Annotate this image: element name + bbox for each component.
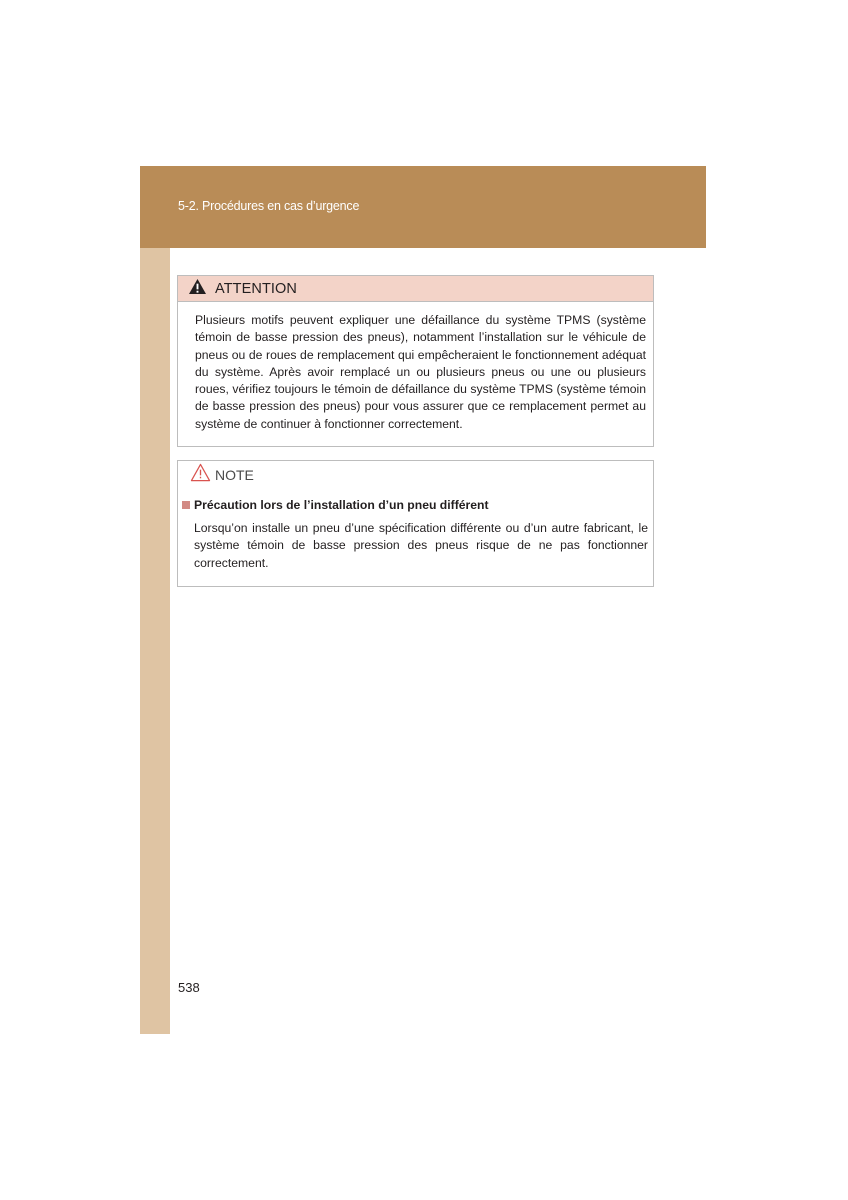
note-box bbox=[177, 460, 654, 587]
note-label: NOTE bbox=[215, 466, 254, 483]
note-subheading bbox=[178, 498, 653, 512]
note-header bbox=[178, 461, 653, 488]
attention-box bbox=[177, 275, 654, 447]
warning-filled-triangle-icon bbox=[188, 278, 215, 300]
note-subheading-text: Précaution lors de l’installation d’un pneu différent bbox=[194, 498, 489, 512]
square-bullet-icon bbox=[182, 501, 190, 509]
attention-header bbox=[178, 276, 653, 302]
attention-body-text: Plusieurs motifs peuvent expliquer une défaillance du système TPMS (système témoin de basse pression des pneus), notamment l’installation sur le véhicule de pneus ou de roues de remplacement qui empêcheraient le fonctionnement adéquat du système. Après avoir remplacé un ou plusieurs pneus ou une ou plusieurs roues, vérifiez toujours le témoin de défaillance du système TPMS (système témoin de basse pression des pneus) pour vous assurer que ce remplacement permet au système de continuer à fonctionner correctement. bbox=[195, 313, 646, 431]
attention-label: ATTENTION bbox=[215, 280, 297, 297]
note-body-text: Lorsqu’on installe un pneu d’une spécification différente ou d’un autre fabricant, le système témoin de basse pression des pneus risque de ne pas fonctionner correctement. bbox=[194, 521, 648, 570]
warning-outline-triangle-icon bbox=[190, 463, 215, 487]
side-tab-strip bbox=[140, 166, 170, 1034]
page-number: 538 bbox=[178, 980, 200, 995]
section-title: 5-2. Procédures en cas d’urgence bbox=[178, 199, 360, 213]
